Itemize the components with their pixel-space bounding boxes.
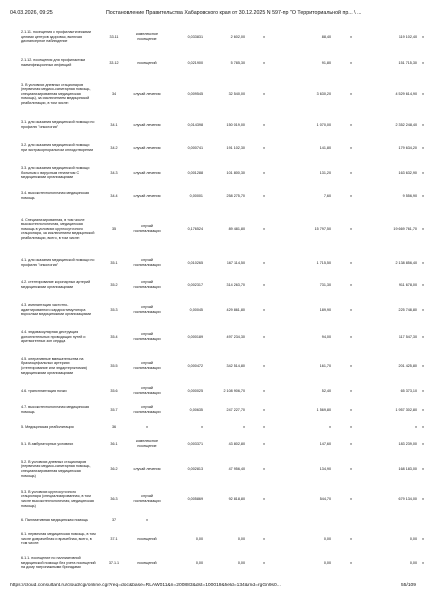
row-unit: случай лечения bbox=[133, 193, 161, 198]
medical-care-table bbox=[20, 22, 424, 574]
row-budget-per-capita: x bbox=[263, 307, 265, 312]
row-budget-total: x bbox=[350, 282, 352, 287]
row-standard-cost: 0,00 bbox=[237, 560, 245, 565]
row-unit: x bbox=[146, 517, 148, 522]
row-standard-volume: 0,001288 bbox=[187, 170, 203, 175]
row-oms-per-capita: x bbox=[329, 424, 331, 429]
row-standard-cost: 497 234,30 bbox=[226, 334, 245, 339]
row-budget-per-capita: x bbox=[263, 260, 265, 265]
table-row bbox=[20, 382, 424, 400]
row-standard-cost: 43 802,80 bbox=[228, 441, 245, 446]
row-standard-volume: 0,00045 bbox=[189, 307, 203, 312]
row-share: x bbox=[422, 307, 424, 312]
row-budget-per-capita: x bbox=[263, 496, 265, 501]
row-oms-per-capita: 141,80 bbox=[319, 145, 331, 150]
row-oms-total: 201 425,80 bbox=[398, 363, 417, 368]
row-code: 35.1 bbox=[110, 260, 118, 265]
row-oms-total: 2 138 856,40 bbox=[395, 260, 417, 265]
row-name: 4.3. имплантация частотно-адаптированного кардиостимулятора взрослым медицинскими организациями bbox=[21, 303, 91, 317]
row-oms-total: 168 183,00 bbox=[398, 466, 417, 471]
row-unit: x bbox=[146, 424, 148, 429]
row-unit: случай госпитализации bbox=[133, 258, 161, 267]
row-standard-volume: 0,00635 bbox=[189, 407, 203, 412]
row-name: 5.3. В условиях круглосуточного стационара (специализированная, в том числе высокотехнологичная, медицинская помощь) bbox=[21, 489, 94, 508]
row-budget-per-capita: x bbox=[263, 34, 265, 39]
row-unit: комплексное посещение bbox=[135, 439, 159, 448]
table-row bbox=[20, 454, 424, 484]
row-oms-total: 225 748,80 bbox=[398, 307, 417, 312]
row-standard-volume: 0,00 bbox=[195, 536, 203, 541]
row-oms-total: 0,00 bbox=[409, 560, 417, 565]
row-oms-per-capita: 15 797,50 bbox=[314, 226, 331, 231]
row-oms-total: 0,00 bbox=[409, 536, 417, 541]
row-standard-volume: 0,176524 bbox=[187, 226, 203, 231]
row-standard-volume: 0,000741 bbox=[187, 145, 203, 150]
row-code: 37.1 bbox=[110, 536, 118, 541]
row-unit: случай госпитализации bbox=[133, 361, 161, 370]
row-budget-per-capita: x bbox=[263, 560, 265, 565]
row-unit: посещений bbox=[137, 60, 157, 65]
row-budget-total: x bbox=[350, 122, 352, 127]
row-share bbox=[418, 514, 424, 526]
row-oms-per-capita bbox=[282, 514, 332, 526]
row-budget-per-capita: x bbox=[263, 60, 265, 65]
row-oms-per-capita: 7,60 bbox=[323, 193, 331, 198]
row-budget-total: x bbox=[350, 34, 352, 39]
row-standard-cost: 92 818,80 bbox=[228, 496, 245, 501]
row-standard-cost: 32 540,00 bbox=[228, 91, 245, 96]
row-code: 36 bbox=[111, 424, 117, 429]
page-number: 55/109 bbox=[401, 583, 416, 588]
row-name: 5. Медицинская реабилитация bbox=[21, 424, 74, 429]
row-code: 35.5 bbox=[110, 363, 118, 368]
row-name: 3.3. для оказания медицинской помощи больным с вирусным гепатитом С медицинскими организациями bbox=[21, 166, 90, 180]
row-budget-total: x bbox=[350, 363, 352, 368]
row-standard-volume: 0,009545 bbox=[187, 91, 203, 96]
table-row bbox=[20, 186, 424, 206]
row-budget-per-capita: x bbox=[263, 193, 265, 198]
row-unit: случай госпитализации bbox=[133, 386, 161, 395]
row-share: x bbox=[422, 226, 424, 231]
row-budget-total: x bbox=[350, 334, 352, 339]
row-oms-total: 65 373,10 bbox=[400, 388, 417, 393]
row-standard-volume: 0,010265 bbox=[187, 260, 203, 265]
row-budget-total: x bbox=[350, 193, 352, 198]
row-unit: случай лечения bbox=[133, 122, 161, 127]
row-oms-total: 183 239,00 bbox=[398, 441, 417, 446]
row-budget-per-capita: x bbox=[263, 91, 265, 96]
row-share: x bbox=[422, 388, 424, 393]
row-standard-cost: 89 481,80 bbox=[228, 226, 245, 231]
row-budget-per-capita: x bbox=[263, 441, 265, 446]
row-share: x bbox=[422, 260, 424, 265]
row-budget-per-capita: x bbox=[263, 282, 265, 287]
row-name: 2.1.12. посещения для профилактики наимнфекционных инфекций bbox=[21, 58, 86, 67]
table-row bbox=[20, 160, 424, 186]
row-code: 33.12 bbox=[109, 60, 119, 65]
document-title: Постановление Правительства Хабаровского края от 30.12.2025 N 597-пр "О Территориальной пр... \ ... bbox=[106, 10, 362, 16]
row-name: 4.5. оперативные вмешательства на брахиоцефальных артериях (стентирование или эндартерэктомия) медицинскими организациями bbox=[21, 356, 87, 375]
row-oms-per-capita: 0,00 bbox=[323, 536, 331, 541]
row-share: x bbox=[422, 441, 424, 446]
row-standard-volume: 0,033831 bbox=[187, 34, 203, 39]
row-standard-volume bbox=[166, 514, 204, 526]
row-code: 35.2 bbox=[110, 282, 118, 287]
table-row bbox=[20, 252, 424, 274]
row-unit: посещений bbox=[137, 536, 157, 541]
row-standard-cost: 191 102,30 bbox=[226, 145, 245, 150]
row-oms-per-capita: 161,70 bbox=[319, 363, 331, 368]
row-standard-volume: 0,014398 bbox=[187, 122, 203, 127]
row-standard-volume: x bbox=[201, 424, 203, 429]
row-code: 35.6 bbox=[110, 388, 118, 393]
row-code: 35.4 bbox=[110, 334, 118, 339]
row-standard-volume: 0,000189 bbox=[187, 334, 203, 339]
table-row bbox=[20, 514, 424, 526]
row-share: x bbox=[422, 282, 424, 287]
row-unit: случай госпитализации bbox=[133, 494, 161, 503]
row-code: 34 bbox=[111, 91, 117, 96]
row-budget-per-capita: x bbox=[263, 122, 265, 127]
row-oms-total: 19 669 761,70 bbox=[393, 226, 417, 231]
row-standard-volume: 0,005869 bbox=[187, 496, 203, 501]
row-oms-per-capita: 731,30 bbox=[319, 282, 331, 287]
row-unit: случай госпитализации bbox=[133, 405, 161, 414]
row-standard-cost: x bbox=[243, 424, 245, 429]
row-code: 34.3 bbox=[110, 170, 118, 175]
row-standard-cost: 342 514,80 bbox=[226, 363, 245, 368]
row-budget-total: x bbox=[350, 307, 352, 312]
row-name: 3.1. для оказания медицинской помощи по профилю "онкология" bbox=[21, 120, 95, 129]
row-budget-per-capita: x bbox=[263, 334, 265, 339]
row-unit: случай госпитализации bbox=[133, 332, 161, 341]
row-standard-cost: 429 861,80 bbox=[226, 307, 245, 312]
row-name: 2.1.11. посещения с профилактическими целями центров здоровья, включая диспансерное наблюдение bbox=[21, 30, 91, 44]
row-standard-cost: 167 114,50 bbox=[226, 260, 245, 265]
row-budget-total: x bbox=[350, 560, 352, 565]
row-oms-per-capita: 91,80 bbox=[321, 60, 331, 65]
row-budget-total: x bbox=[350, 170, 352, 175]
row-budget-total: x bbox=[350, 388, 352, 393]
row-oms-per-capita: 94,00 bbox=[321, 334, 331, 339]
row-standard-volume: 0,003371 bbox=[187, 441, 203, 446]
row-name: 4.7. высокотехнологичная медицинская помощь bbox=[21, 405, 90, 414]
row-oms-total: 2 352 248,40 bbox=[395, 122, 417, 127]
row-oms-total: 117 547,30 bbox=[398, 334, 417, 339]
row-standard-volume: 0,002813 bbox=[187, 466, 203, 471]
row-standard-volume: 0,000025 bbox=[187, 388, 203, 393]
row-unit: случай лечения bbox=[133, 170, 161, 175]
row-budget-total: x bbox=[350, 496, 352, 501]
row-budget-per-capita: x bbox=[263, 363, 265, 368]
row-share: x bbox=[422, 363, 424, 368]
row-unit: случай госпитализации bbox=[133, 224, 161, 233]
table-row bbox=[20, 420, 424, 434]
page-footer bbox=[10, 583, 416, 593]
row-name: 6.1.1. посещение по паллиативной медицинской помощи без учета посещений на дому патронажными бригадами bbox=[21, 556, 96, 570]
table-row bbox=[20, 136, 424, 160]
row-name: 5.1. В амбулаторных условиях bbox=[21, 441, 74, 446]
row-unit: случай лечения bbox=[133, 466, 161, 471]
row-budget-total: x bbox=[350, 145, 352, 150]
row-standard-volume: 0,00001 bbox=[189, 193, 203, 198]
row-share: x bbox=[422, 560, 424, 565]
row-share: x bbox=[422, 193, 424, 198]
row-oms-per-capita: 544,70 bbox=[319, 496, 331, 501]
row-share: x bbox=[422, 407, 424, 412]
row-budget-per-capita: x bbox=[263, 145, 265, 150]
row-oms-total: x bbox=[415, 424, 417, 429]
row-code: 36.3 bbox=[110, 496, 118, 501]
row-budget-per-capita: x bbox=[263, 536, 265, 541]
row-budget-total: x bbox=[350, 407, 352, 412]
row-standard-cost: 2 108 906,70 bbox=[223, 388, 245, 393]
row-standard-cost: 0,00 bbox=[237, 536, 245, 541]
row-code: 35.3 bbox=[110, 307, 118, 312]
row-oms-per-capita: 52,40 bbox=[321, 388, 331, 393]
table-row bbox=[20, 206, 424, 252]
row-oms-per-capita: 147,60 bbox=[319, 441, 331, 446]
table-row bbox=[20, 350, 424, 382]
row-unit: случай лечения bbox=[133, 145, 161, 150]
page-header bbox=[10, 10, 416, 20]
row-oms-total: 911 678,00 bbox=[398, 282, 417, 287]
row-share: x bbox=[422, 91, 424, 96]
row-oms-per-capita: 1 569,80 bbox=[316, 407, 331, 412]
row-unit: случай госпитализации bbox=[133, 305, 161, 314]
row-oms-per-capita: 1 715,50 bbox=[316, 260, 331, 265]
row-budget-total: x bbox=[350, 260, 352, 265]
row-share: x bbox=[422, 496, 424, 501]
row-standard-volume: 0,000472 bbox=[187, 363, 203, 368]
row-standard-cost: 258 275,70 bbox=[226, 193, 245, 198]
table-row bbox=[20, 400, 424, 420]
table-row bbox=[20, 484, 424, 514]
row-name: 4.2. стентирование коронарных артерий медицинскими организациями bbox=[21, 280, 91, 289]
row-code: 37.1.1 bbox=[108, 560, 120, 565]
row-budget-total: x bbox=[350, 91, 352, 96]
table-row bbox=[20, 526, 424, 552]
row-name: 3.2. для оказания медицинской помощи при экстракорпоральном оплодотворении bbox=[21, 143, 94, 152]
table-row bbox=[20, 274, 424, 296]
row-standard-volume: 0,021900 bbox=[187, 60, 203, 65]
table-row bbox=[20, 22, 424, 52]
row-budget-per-capita: x bbox=[263, 407, 265, 412]
row-share: x bbox=[422, 334, 424, 339]
row-code: 34.1 bbox=[110, 122, 118, 127]
row-oms-per-capita: 3 630,20 bbox=[316, 91, 331, 96]
row-name: 3.4. высокотехнологичная медицинская помощь bbox=[21, 191, 90, 200]
row-share: x bbox=[422, 170, 424, 175]
table-row bbox=[20, 296, 424, 324]
row-budget-total: x bbox=[350, 536, 352, 541]
table-row bbox=[20, 114, 424, 136]
row-budget-total: x bbox=[350, 441, 352, 446]
table-row bbox=[20, 52, 424, 74]
row-budget-per-capita: x bbox=[263, 226, 265, 231]
table-body bbox=[20, 22, 424, 574]
row-code: 35.7 bbox=[110, 407, 118, 412]
row-standard-cost: 101 800,30 bbox=[226, 170, 245, 175]
row-standard-cost: 2 602,00 bbox=[230, 34, 245, 39]
row-name: 5.2. В условиях дневных стационаров (первичная медико-санитарная помощь, специализированная медицинская помощь) bbox=[21, 459, 91, 478]
row-standard-cost: 47 956,40 bbox=[228, 466, 245, 471]
row-standard-cost: 150 019,00 bbox=[226, 122, 245, 127]
row-share: x bbox=[422, 122, 424, 127]
row-share: x bbox=[422, 145, 424, 150]
row-budget-total: x bbox=[350, 466, 352, 471]
row-share: x bbox=[422, 424, 424, 429]
row-budget-total: x bbox=[350, 226, 352, 231]
table-row bbox=[20, 324, 424, 350]
table-row bbox=[20, 434, 424, 454]
row-name: 6. Паллиативная медицинская помощь bbox=[21, 517, 89, 522]
row-code: 37 bbox=[111, 517, 117, 522]
row-share: x bbox=[422, 60, 424, 65]
row-oms-total: 119 102,40 bbox=[398, 34, 417, 39]
row-oms-per-capita: 1 070,00 bbox=[316, 122, 331, 127]
row-budget-per-capita: x bbox=[263, 424, 265, 429]
row-oms-per-capita: 88,40 bbox=[321, 34, 331, 39]
row-share: x bbox=[422, 536, 424, 541]
row-oms-total bbox=[370, 514, 418, 526]
row-standard-volume: 0,002317 bbox=[187, 282, 203, 287]
row-oms-per-capita: 0,00 bbox=[323, 560, 331, 565]
row-share: x bbox=[422, 466, 424, 471]
row-budget-total: x bbox=[350, 424, 352, 429]
row-name: 6.1. первичная медицинская помощь, в том числе доврачебная и врачебная, всего, в том числе: bbox=[21, 532, 96, 546]
row-standard-volume: 0,00 bbox=[195, 560, 203, 565]
row-budget-per-capita: x bbox=[263, 170, 265, 175]
row-standard-cost: 5 785,30 bbox=[230, 60, 245, 65]
row-oms-total: 9 556,90 bbox=[402, 193, 417, 198]
source-url[interactable]: https://cloud.consultant.ru/cloud/cgi/online.cgi?req=doc&base=RLAW011&n=200883&dst=100019&field=134&rnd=rgGn9s0... bbox=[10, 583, 281, 588]
row-unit: случай госпитализации bbox=[133, 280, 161, 289]
table-row bbox=[20, 74, 424, 114]
row-code: 35 bbox=[111, 226, 117, 231]
row-budget-total: x bbox=[350, 60, 352, 65]
row-oms-total: 679 134,00 bbox=[398, 496, 417, 501]
row-name: 3. В условиях дневных стационаров (первичная медико-санитарная помощь, специализированная медицинская помощь), за исключением медицинской реабилитации, в том числе: bbox=[21, 82, 91, 105]
row-code: 33.11 bbox=[109, 34, 119, 39]
row-standard-cost: 247 227,70 bbox=[226, 407, 245, 412]
row-budget-total bbox=[332, 514, 370, 526]
row-name: 4.4. эндоваскулярная деструкция дополнительных проводящих путей и аритмогенных зон сердца bbox=[21, 330, 86, 344]
row-code: 34.4 bbox=[110, 193, 118, 198]
row-oms-total: 151 715,30 bbox=[398, 60, 417, 65]
row-name: 4.1. для оказания медицинской помощи по профилю "онкология" bbox=[21, 258, 95, 267]
row-share: x bbox=[422, 34, 424, 39]
row-budget-per-capita: x bbox=[263, 466, 265, 471]
row-code: 34.2 bbox=[110, 145, 118, 150]
row-oms-total: 163 632,90 bbox=[398, 170, 417, 175]
row-budget-per-capita bbox=[246, 514, 282, 526]
row-oms-total: 1 957 302,80 bbox=[395, 407, 417, 412]
row-code: 36.1 bbox=[110, 441, 118, 446]
print-datetime: 04.03.2026, 09:25 bbox=[10, 10, 53, 16]
row-name: 4.6. трансплантация почки bbox=[21, 388, 67, 393]
row-standard-cost: 314 263,70 bbox=[226, 282, 245, 287]
row-code: 36.2 bbox=[110, 466, 118, 471]
row-oms-per-capita: 189,90 bbox=[319, 307, 331, 312]
row-oms-total: 4 529 614,90 bbox=[395, 91, 417, 96]
row-standard-cost bbox=[204, 514, 246, 526]
row-unit: комплексное посещение bbox=[135, 32, 159, 41]
row-oms-per-capita: 134,90 bbox=[319, 466, 331, 471]
row-unit: случай лечения bbox=[133, 91, 161, 96]
row-budget-per-capita: x bbox=[263, 388, 265, 393]
row-unit: посещений bbox=[137, 560, 157, 565]
row-oms-total: 179 634,20 bbox=[398, 145, 417, 150]
row-oms-per-capita: 131,20 bbox=[319, 170, 331, 175]
table-row bbox=[20, 552, 424, 574]
row-name: 4. Специализированная, в том числе высокотехнологичная, медицинская помощь в условиях круглосуточного стационара, за исключением медицинской реабилитации, всего, в том числе: bbox=[21, 217, 95, 240]
